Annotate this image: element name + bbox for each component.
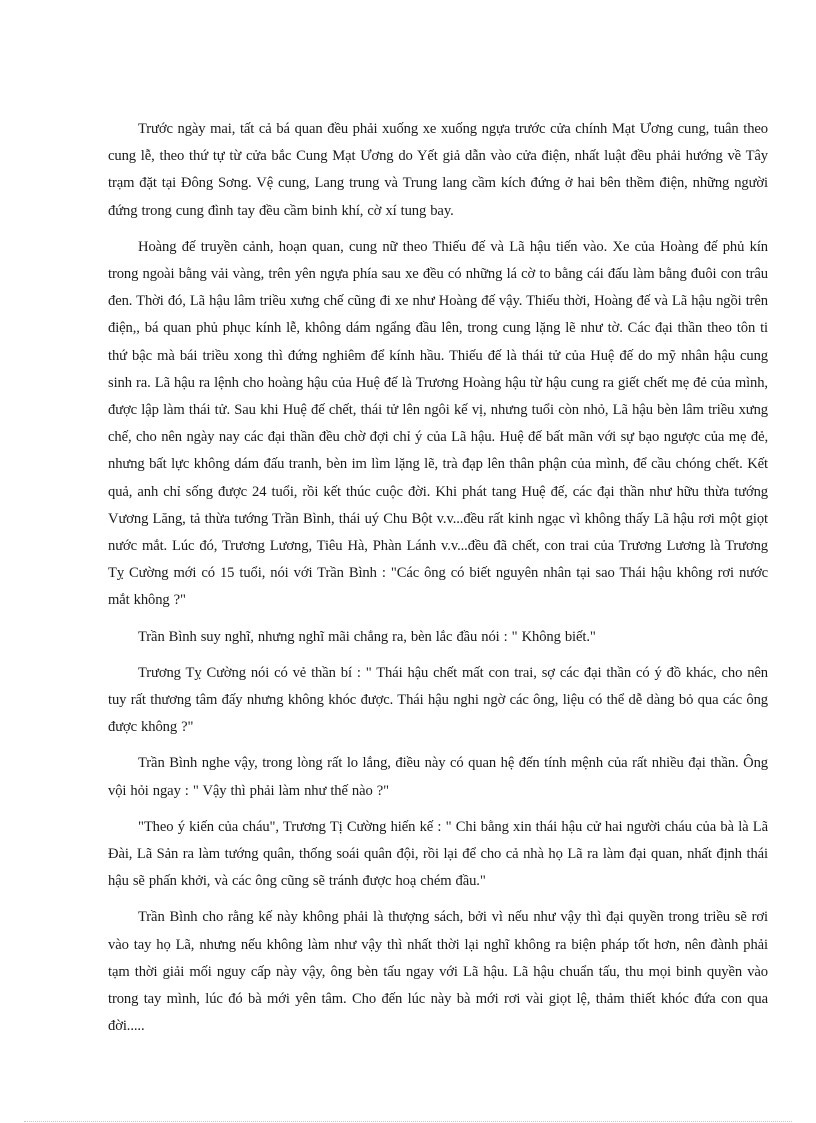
paragraph-6: "Theo ý kiến của cháu", Trương Tị Cường hiến kế : " Chi bằng xin thái hậu cử hai người cháu của bà là Lã Đài, Lã Sản ra làm tướng quân, thống soái quân đội, rồi lại để cho cả nhà họ Lã ra làm đại quan, nhất định thái hậu sẽ phấn khởi, và các ông cũng sẽ tránh được hoạ chém đầu.": [108, 818, 768, 890]
paragraph-4: Trương Tỵ Cường nói có vẻ thần bí : " Thái hậu chết mất con trai, sợ các đại thần có ý đồ khác, cho nên tuy rất thương tâm đấy nhưng không khóc được. Thái hậu nghi ngờ các ông, liệu có thể dễ dàng bỏ qua các ông được không ?": [108, 664, 768, 736]
page-bottom-divider: [24, 1121, 792, 1122]
paragraph-2: Hoàng đế truyền cảnh, hoạn quan, cung nữ theo Thiếu đế và Lã hậu tiến vào. Xe của Hoàng đế phủ kín trong ngoài bằng vải vàng, trên yên ngựa phía sau xe đều có những lá cờ to bằng cái đấu làm bằng đuôi con trâu đen. Thời đó, Lã hậu lâm triều xưng chế cũng đi xe như Hoàng đế vậy. Thiếu thời, Hoàng đế và Lã hậu ngồi trên điện,, bá quan phủ phục kính lễ, không dám ngẩng đầu lên, trong cung lặng lẽ như tờ. Các đại thần theo tôn ti thứ bậc mà bái triều xong thì đứng nghiêm để kính hầu. Thiếu đế là thái tử của Huệ đế do mỹ nhân hậu cung sinh ra. Lã hậu ra lệnh cho hoàng hậu của Huệ đế là Trương Hoàng hậu từ hậu cung ra giết chết mẹ đẻ của mình, được lập làm thái tử. Sau khi Huệ đế chết, thái tử lên ngôi kế vị, nhưng tuổi còn nhỏ, Lã hậu bèn lâm triều xưng chế, cho nên ngày nay các đại thần đều chờ đợi chỉ ý của Lã hậu. Huệ đế bất mãn với sự bạo ngược của mẹ đẻ, nhưng bất lực không dám đấu tranh, bèn im lìm lặng lẽ, trà đạp lên thân phận của mình, để cầu chóng chết. Kết quả, anh chỉ sống được 24 tuổi, rồi kết thúc cuộc đời. Khi phát tang Huệ đế, các đại thần như hữu thừa tướng Vương Lăng, tả thừa tướng Trần Bình, thái uý Chu Bột v.v...đều rất kinh ngạc vì không thấy Lã hậu rơi một giọt nước mắt. Lúc đó, Trương Lương, Tiêu Hà, Phàn Lánh v.v...đều đã chết, con trai của Trương Lương là Trương Tỵ Cường mới có 15 tuổi, nói với Trần Bình : "Các ông có biết nguyên nhân tại sao Thái hậu không rơi nước mắt không ?": [108, 238, 768, 609]
paragraph-7: Trần Bình cho rằng kế này không phải là thượng sách, bởi vì nếu như vậy thì đại quyền trong triều sẽ rơi vào tay họ Lã, nhưng nếu không làm như vậy thì nhất thời lại nghĩ không ra biện pháp tốt hơn, nên đành phải tạm thời giải mối nguy cấp này vậy, ông bèn tấu ngay với Lã hậu. Lã hậu chuẩn tấu, thu mọi binh quyền vào trong tay mình, lúc đó bà mới yên tâm. Cho đến lúc này bà mới rơi vài giọt lệ, thảm thiết khóc đứa con qua đời.....: [108, 909, 768, 1035]
paragraph-1: Trước ngày mai, tất cả bá quan đều phải xuống xe xuống ngựa trước cửa chính Mạt Ương cung, tuân theo cung lễ, theo thứ tự từ cửa bắc Cung Mạt Ương do Yết giả dẫn vào cửa điện, nhất luật đều phải hướng về Tây trạm đặt tại Đông Sơng. Vệ cung, Lang trung và Trung lang cầm kích đứng ở hai bên thềm điện, những người đứng trong cung đình tay đều cầm binh khí, cờ xí tung bay.: [108, 121, 768, 219]
paragraph-3: Trần Bình suy nghĩ, nhưng nghĩ mãi chẳng ra, bèn lắc đầu nói : " Không biết.": [138, 628, 596, 645]
paragraph-5: Trần Bình nghe vậy, trong lòng rất lo lắng, điều này có quan hệ đến tính mệnh của rất nhiều đại thần. Ông vội hỏi ngay : " Vậy thì phải làm như thế nào ?": [108, 755, 768, 799]
document-body: [108, 116, 768, 1050]
